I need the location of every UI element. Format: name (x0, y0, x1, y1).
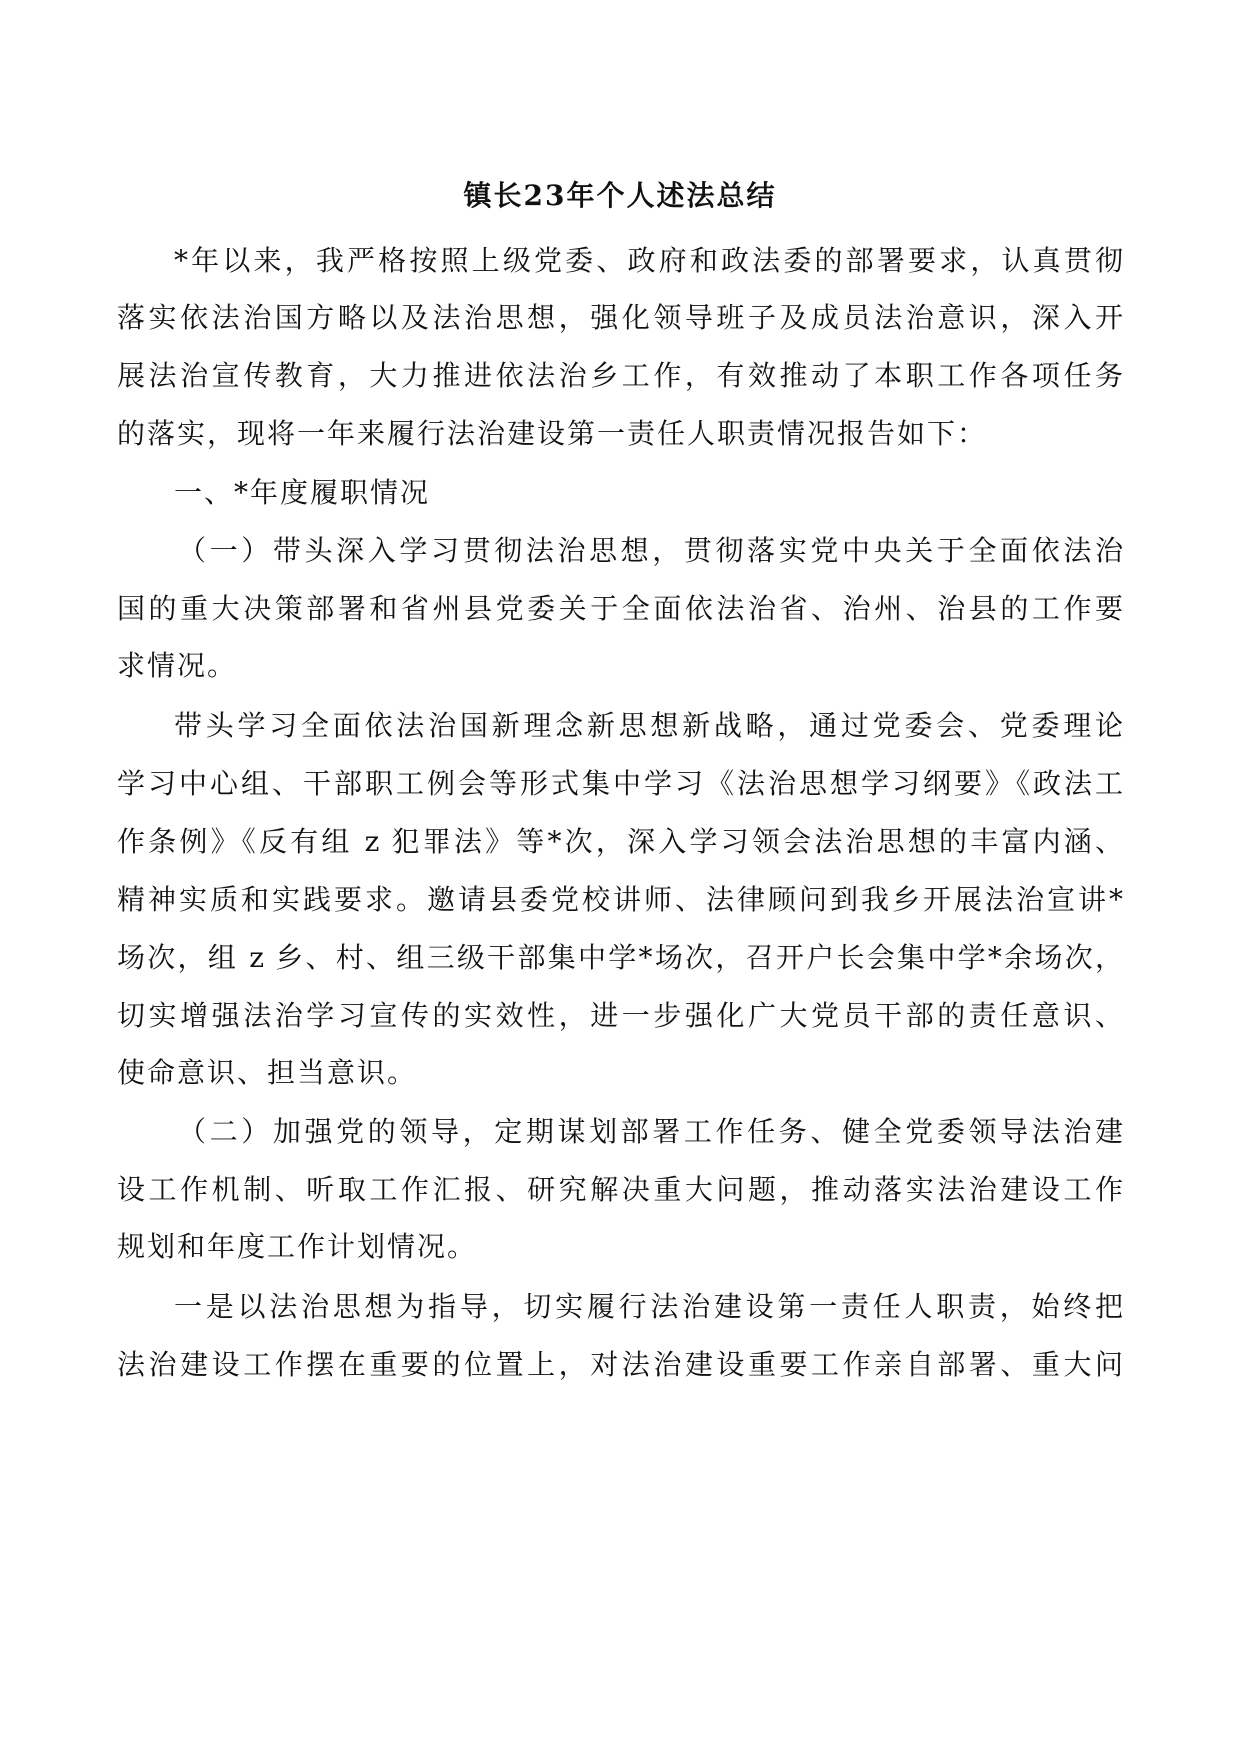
paragraph-1-line-2: 落实依法治国方略以及法治思想，强化领导班子及成员法治意识，深入开 (117, 301, 1123, 334)
subsection-1-line-1: （一）带头深入学习贯彻法治思想，贯彻落实党中央关于全面依法治 (178, 534, 1123, 567)
body-paragraph-2-line-2: 法治建设工作摆在重要的位置上，对法治建设重要工作亲自部署、重大问 (117, 1348, 1123, 1381)
paragraph-1-line-3: 展法治宣传教育，大力推进依法治乡工作，有效推动了本职工作各项任务 (117, 359, 1123, 392)
paragraph-1-line-4: 的落实，现将一年来履行法治建设第一责任人职责情况报告如下： (117, 417, 988, 450)
body-paragraph-1-line-6: 切实增强法治学习宣传的实效性，进一步强化广大党员干部的责任意识、 (117, 999, 1123, 1032)
subsection-1-line-3: 求情况。 (117, 649, 238, 682)
subsection-1-line-2: 国的重大决策部署和省州县党委关于全面依法治省、治州、治县的工作要 (117, 592, 1123, 625)
section-heading-1: 一、*年度履职情况 (174, 476, 431, 509)
body-paragraph-1-line-1: 带头学习全面依法治国新理念新思想新战略，通过党委会、党委理论 (174, 709, 1123, 742)
body-paragraph-1-line-7: 使命意识、担当意识。 (117, 1056, 418, 1089)
document-title: 镇长23年个人述法总结 (463, 179, 777, 212)
body-paragraph-1-line-4: 精神实质和实践要求。邀请县委党校讲师、法律顾问到我乡开展法治宣讲* (117, 883, 1123, 916)
paragraph-1-line-1: *年以来，我严格按照上级党委、政府和政法委的部署要求，认真贯彻 (174, 244, 1123, 277)
subsection-2-line-1: （二）加强党的领导，定期谋划部署工作任务、健全党委领导法治建 (178, 1115, 1123, 1148)
body-paragraph-1-line-2: 学习中心组、干部职工例会等形式集中学习《法治思想学习纲要》《政法工 (117, 767, 1123, 800)
subsection-2-line-3: 规划和年度工作计划情况。 (117, 1230, 478, 1263)
body-paragraph-1-line-5: 场次，组 z 乡、村、组三级干部集中学*场次，召开户长会集中学*余场次， (117, 941, 1123, 974)
subsection-2-line-2: 设工作机制、听取工作汇报、研究解决重大问题，推动落实法治建设工作 (117, 1173, 1123, 1206)
body-paragraph-2-line-1: 一是以法治思想为指导，切实履行法治建设第一责任人职责，始终把 (174, 1290, 1123, 1323)
body-paragraph-1-line-3: 作条例》《反有组 z 犯罪法》等*次，深入学习领会法治思想的丰富内涵、 (117, 825, 1123, 858)
